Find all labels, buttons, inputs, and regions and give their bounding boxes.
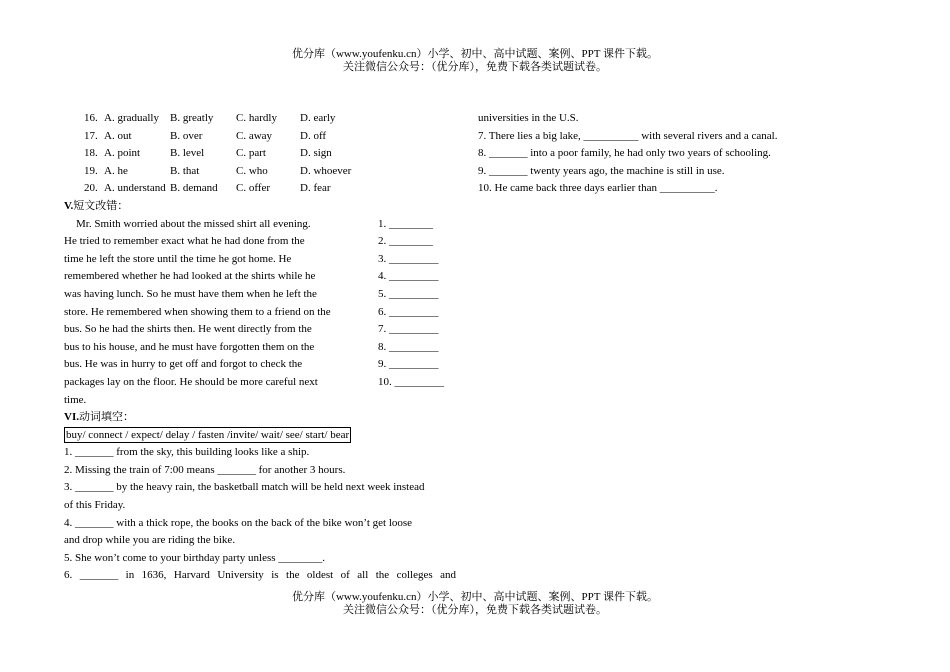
error-blank: 6. _________: [378, 305, 439, 318]
error-line: [64, 356, 456, 374]
choice-number: 19.: [84, 164, 98, 177]
right-column: [478, 110, 878, 198]
choice-d: D. early: [300, 112, 336, 124]
error-line: [64, 304, 456, 322]
footer-line-2: 关注微信公众号：（优分库），免费下载各类试题试卷。: [343, 604, 607, 616]
left-column: [64, 110, 456, 585]
choice-a: A. point: [104, 147, 141, 160]
error-text: packages lay on the floor. He should be more careful next: [64, 375, 318, 388]
choice-c: C. part: [236, 147, 266, 160]
section-6-roman: VI.: [64, 411, 79, 424]
choice-c: C. who: [236, 164, 268, 177]
choice-row: [64, 128, 456, 146]
error-text: bus. He was in hurry to get off and forgot to check the: [64, 358, 303, 371]
error-text: Mr. Smith worried about the missed shirt all evening.: [76, 217, 311, 230]
error-text: store. He remembered when showing them to a friend on the: [64, 305, 331, 318]
choice-b: B. demand: [170, 182, 218, 195]
verb-question-10: 10. He came back three days earlier than __________.: [478, 182, 718, 195]
error-blank: 3. _________: [378, 252, 439, 265]
choice-b: B. level: [170, 147, 205, 160]
choice-d: D. whoever: [300, 164, 352, 177]
section-6-title: 动词填空：: [78, 411, 134, 424]
choice-c: C. away: [236, 129, 273, 142]
word-box-row: [64, 427, 456, 445]
error-line: [64, 321, 456, 339]
choice-number: 18.: [84, 147, 98, 160]
choice-number: 20.: [84, 182, 98, 195]
footer-line-1: 优分库（www.youfenku.cn）小学、初中、高中试题、案例、PPT 课件下载。: [291, 591, 659, 603]
choice-d: D. fear: [300, 182, 331, 195]
word-box: buy/ connect / expect/ delay / fasten /invite/ wait/ see/ start/ bear: [66, 428, 350, 441]
section-5-roman: V.: [64, 199, 74, 212]
choice-row: [64, 180, 456, 198]
verb-question-6: 6. _______ in 1636, Harvard University is the oldest of all the colleges and: [64, 569, 456, 582]
page-footer: [0, 591, 950, 617]
verb-question-4: 4. _______ with a thick rope, the books on the back of the bike won’t get loose: [64, 516, 413, 529]
choice-a: A. understand: [104, 182, 166, 195]
error-blank: 1. ________: [378, 217, 433, 230]
header-line-1: 优分库（www.youfenku.cn）小学、初中、高中试题、案例、PPT 课件下载。: [291, 48, 659, 60]
section-5-title: 短文改错：: [73, 199, 129, 212]
choice-b: B. that: [170, 164, 200, 177]
choice-a: A. he: [104, 164, 128, 177]
error-blank: 7. _________: [378, 323, 439, 336]
header-line-2: 关注微信公众号：（优分库），免费下载各类试题试卷。: [343, 61, 607, 73]
section-6-heading: [64, 409, 456, 427]
choice-b: B. greatly: [170, 112, 214, 124]
choice-row: [64, 163, 456, 181]
choice-d: D. sign: [300, 147, 332, 160]
verb-question-7: 7. There lies a big lake, __________ with several rivers and a canal.: [478, 129, 778, 142]
error-line: [64, 286, 456, 304]
page-header: [0, 48, 950, 74]
error-text: remembered whether he had looked at the shirts while he: [64, 270, 316, 283]
error-text: He tried to remember exact what he had done from the: [64, 235, 305, 248]
choice-a: A. out: [104, 129, 132, 142]
choice-b: B. over: [170, 129, 203, 142]
choice-d: D. off: [300, 129, 327, 142]
choice-number: 16.: [84, 112, 98, 124]
choice-a: A. gradually: [104, 112, 159, 124]
choice-row: [64, 145, 456, 163]
verb-question-1: 1. _______ from the sky, this building looks like a ship.: [64, 446, 310, 459]
error-text: bus. So he had the shirts then. He went directly from the: [64, 323, 312, 336]
error-blank: 5. _________: [378, 287, 439, 300]
error-blank: 2. ________: [378, 235, 433, 248]
error-blank: 10. _________: [378, 375, 444, 388]
verb-question-5: 5. She won’t come to your birthday party unless ________.: [64, 551, 326, 564]
verb-question-3: 3. _______ by the heavy rain, the basketball match will be held next week instead: [64, 481, 425, 494]
error-blank: 9. _________: [378, 358, 439, 371]
error-blank: 4. _________: [378, 270, 439, 283]
error-line: [64, 233, 456, 251]
verb-question-9: 9. _______ twenty years ago, the machine is still in use.: [478, 164, 725, 177]
verb-question-3-cont: of this Friday.: [64, 499, 126, 512]
error-blank: 8. _________: [378, 340, 439, 353]
error-text: was having lunch. So he must have them when he left the: [64, 287, 317, 300]
error-line: [64, 374, 456, 392]
verb-question-2: 2. Missing the train of 7:00 means _______ for another 3 hours.: [64, 463, 346, 476]
choice-c: C. hardly: [236, 112, 277, 124]
error-line: [64, 339, 456, 357]
choice-c: C. offer: [236, 182, 271, 195]
error-last-line: time.: [64, 393, 87, 406]
choice-row: [64, 110, 456, 128]
error-line: [64, 216, 456, 234]
section-5-heading: [64, 198, 456, 216]
error-text: time he left the store until the time he got home. He: [64, 252, 292, 265]
verb-question-4-cont: and drop while you are riding the bike.: [64, 534, 236, 547]
choice-number: 17.: [84, 129, 98, 142]
error-text: bus to his house, and he must have forgotten them on the: [64, 340, 315, 353]
verb-question-6-cont: universities in the U.S.: [478, 112, 579, 124]
error-line: [64, 251, 456, 269]
error-line: [64, 268, 456, 286]
verb-question-8: 8. _______ into a poor family, he had only two years of schooling.: [478, 147, 771, 160]
